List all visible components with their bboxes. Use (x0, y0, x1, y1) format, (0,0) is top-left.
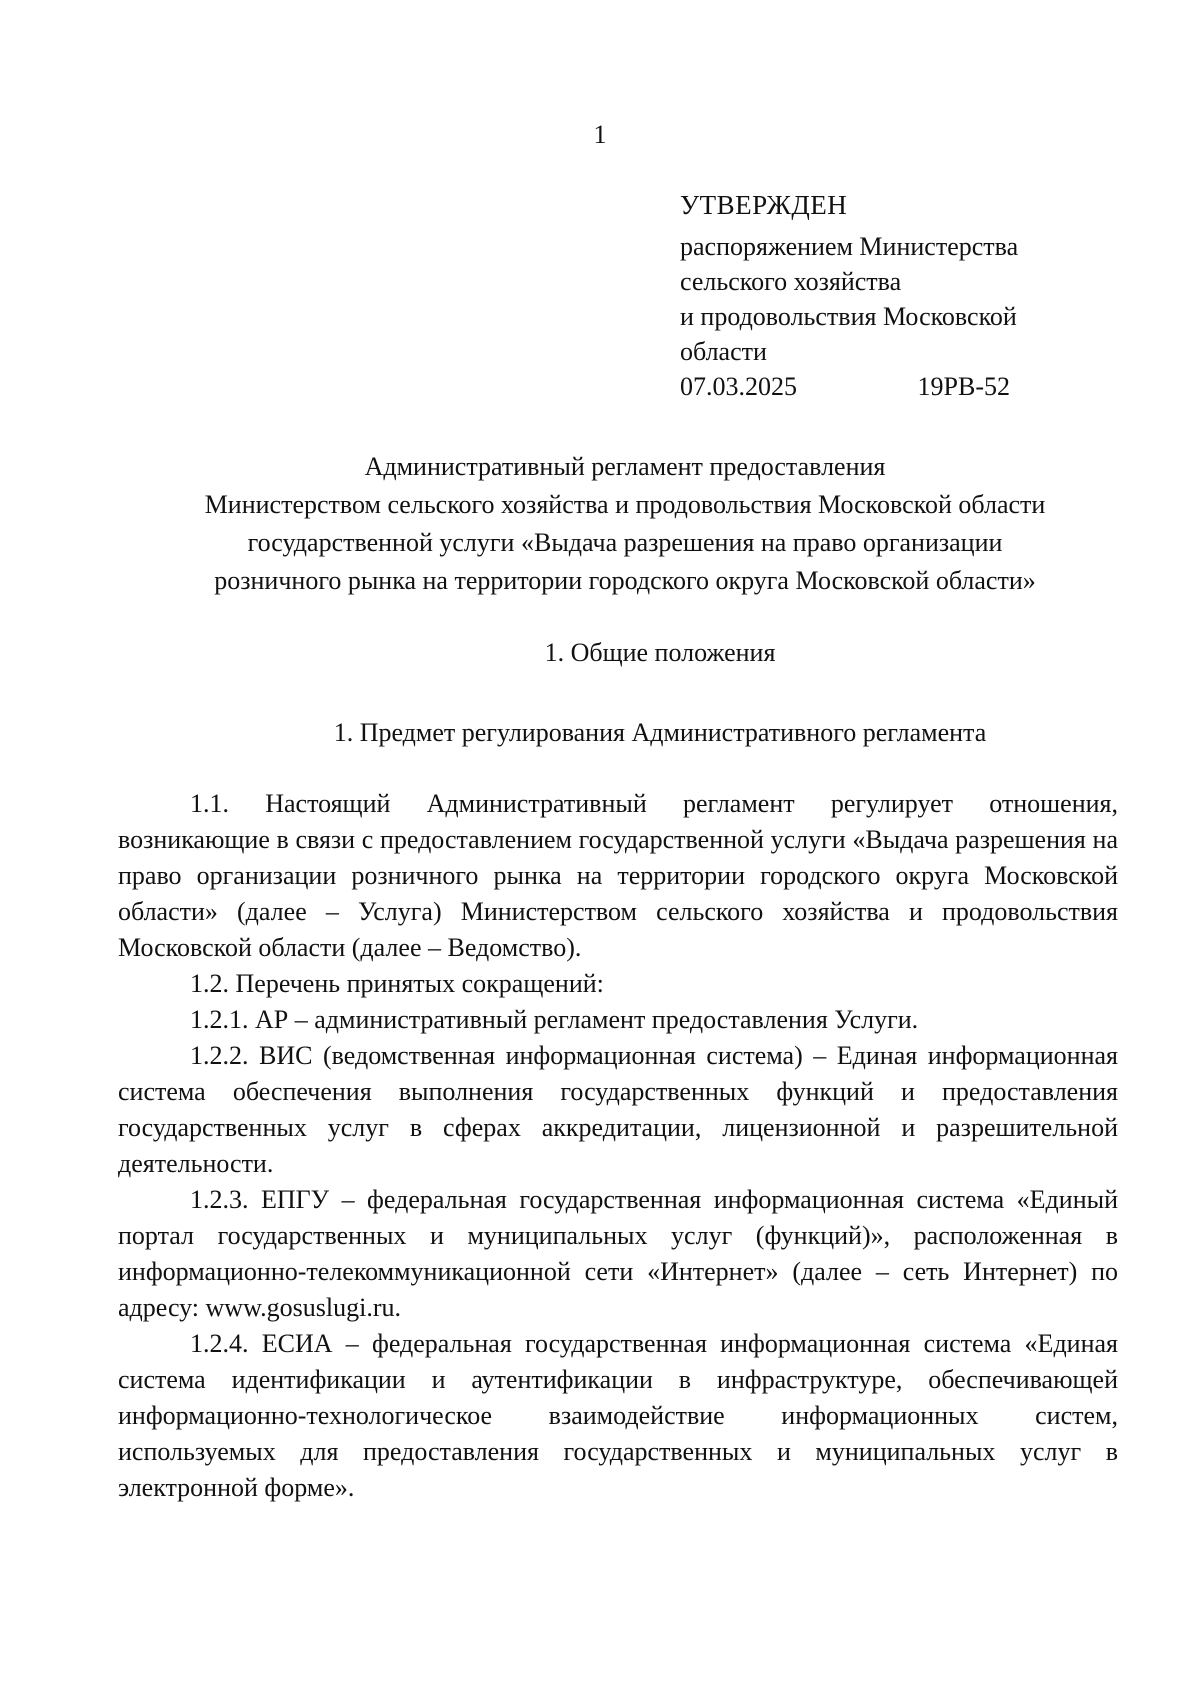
document-title (130, 448, 1120, 600)
approval-date: 07.03.2025 (680, 372, 797, 401)
paragraph: 1.2. Перечень принятых сокращений: (190, 969, 604, 998)
paragraph: 1.2.2. ВИС (ведомственная информационная система) – Единая информационная система обеспечения выполнения государственных функций и предоставления государственных услуг в сферах аккредитации, лицензионной и разрешительной деятельности. (118, 1041, 1118, 1178)
paragraph: 1.2.4. ЕСИА – федеральная государственная информационная система «Единая система идентификации и аутентификации в инфраструктуре, обеспечивающей информационно-технологическое взаимодействие информационных систем, используемых для предоставления государственных и муниципальных услуг в электронной форме». (118, 1329, 1118, 1502)
document-body (118, 786, 1118, 1506)
approval-block (680, 188, 1100, 404)
paragraph: 1.2.1. АР – административный регламент предоставления Услуги. (190, 1005, 919, 1034)
title-line: розничного рынка на территории городского округа Московской области» (214, 566, 1036, 595)
approval-line: области (680, 337, 767, 366)
approval-line: распоряжением Министерства (680, 232, 1019, 261)
approval-line: сельского хозяйства (680, 267, 902, 296)
approval-number: 19РВ-52 (917, 372, 1010, 401)
paragraph: 1.2.3. ЕПГУ – федеральная государственная информационная система «Единый портал государственных и муниципальных услуг (функций)», расположенная в информационно-телекоммуникационной сети «Интернет» (далее – сеть Интернет) по адресу: www.gosuslugi.ru. (118, 1185, 1118, 1322)
paragraph: 1.1. Настоящий Административный регламент регулирует отношения, возникающие в связи с предоставлением государственной услуги «Выдача разрешения на право организации розничного рынка на территории городского округа Московской области» (далее – Услуга) Министерством сельского хозяйства и продовольствия Московской области (далее – Ведомство). (118, 789, 1118, 962)
approval-line: и продовольствия Московской (680, 302, 1017, 331)
approval-date-row (680, 369, 1010, 404)
title-line: государственной услуги «Выдача разрешения на право организации (247, 528, 1003, 557)
title-line: Административный регламент предоставления (364, 452, 886, 481)
page-number: 1 (593, 120, 607, 149)
approval-stamp: УТВЕРЖДЕН (680, 190, 848, 220)
title-line: Министерством сельского хозяйства и продовольствия Московской области (204, 490, 1046, 519)
section-subheading: 1. Предмет регулирования Административного регламента (333, 718, 987, 747)
section-heading: 1. Общие положения (544, 638, 776, 667)
